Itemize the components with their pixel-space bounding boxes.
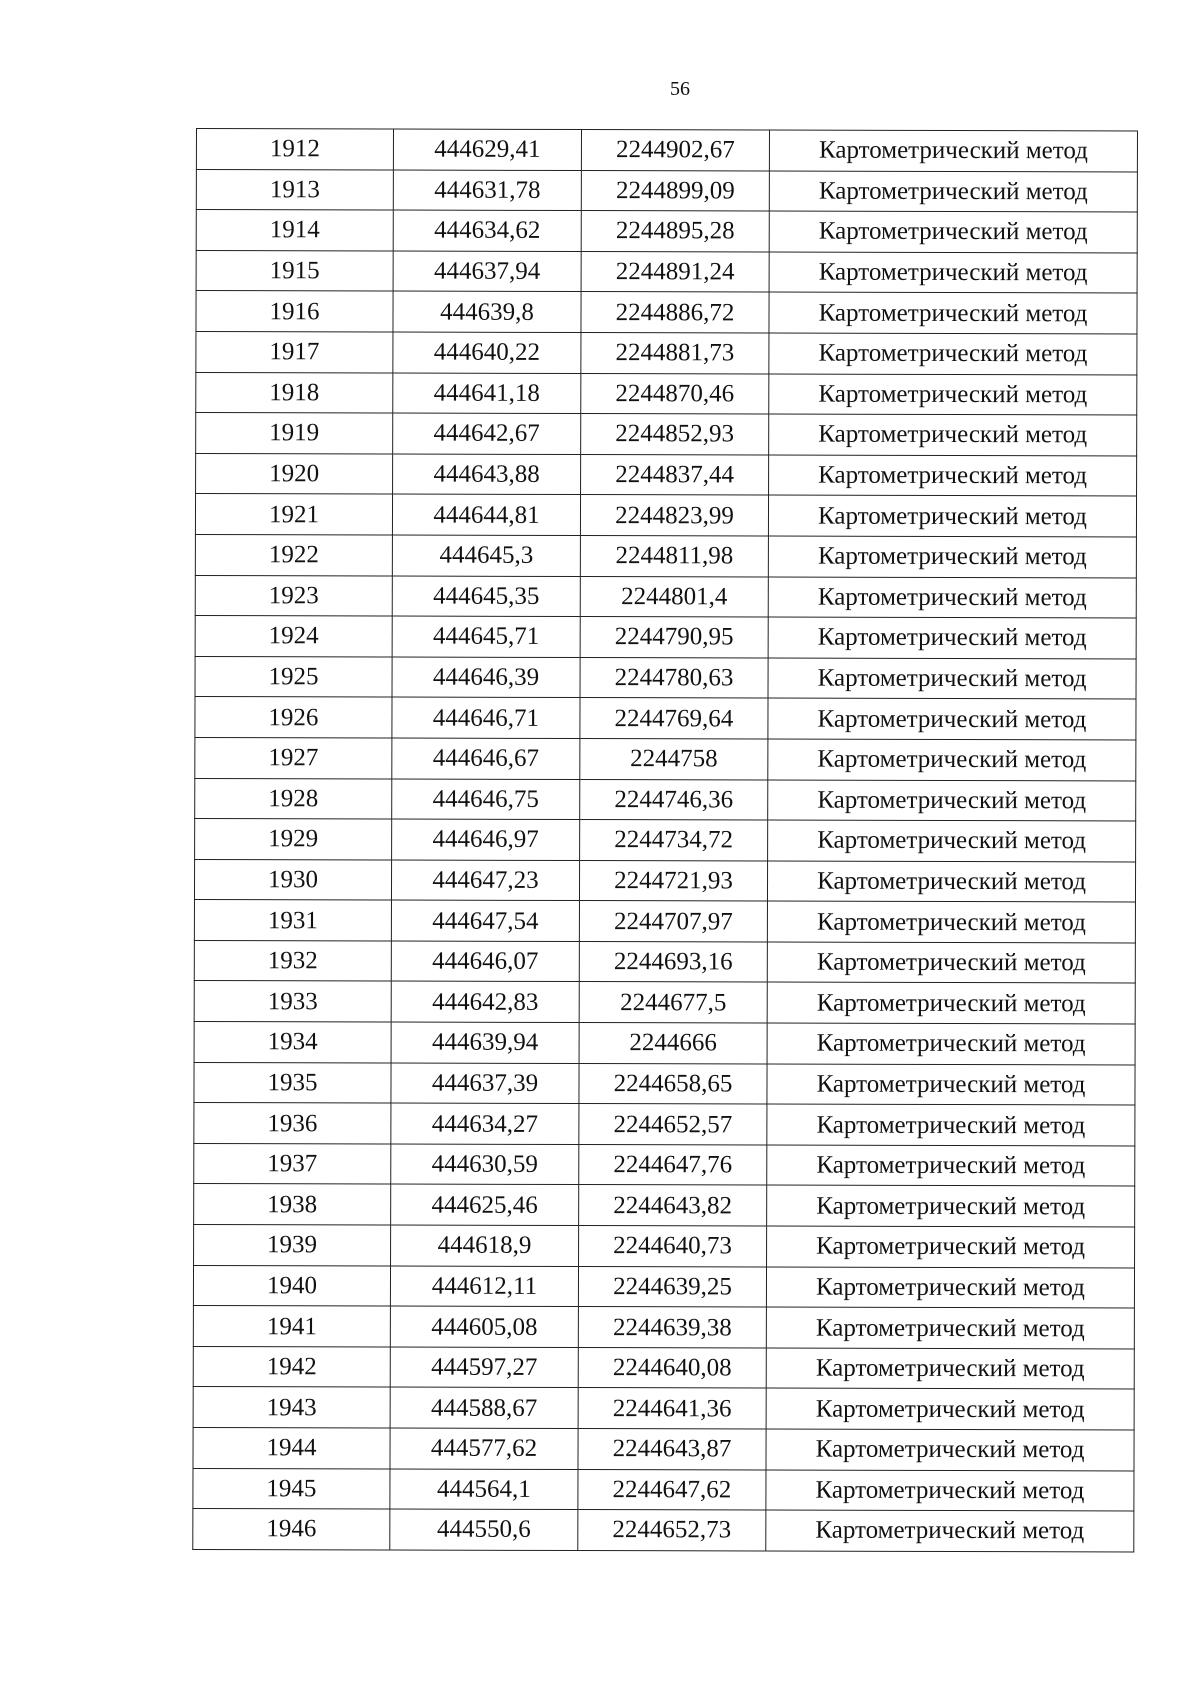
x-coordinate-cell: 444646,97 — [392, 819, 580, 860]
y-coordinate-cell: 2244780,63 — [580, 657, 768, 698]
method-cell: Картометрический метод — [769, 292, 1137, 334]
point-number-cell: 1923 — [195, 575, 392, 616]
x-coordinate-cell: 444646,71 — [392, 697, 580, 738]
method-cell: Картометрический метод — [768, 577, 1136, 619]
point-number-cell: 1942 — [193, 1346, 390, 1387]
y-coordinate-cell: 2244641,36 — [578, 1388, 766, 1429]
y-coordinate-cell: 2244643,82 — [579, 1185, 767, 1226]
y-coordinate-cell: 2244640,08 — [578, 1347, 766, 1388]
page-number: 56 — [670, 78, 690, 100]
x-coordinate-cell: 444645,35 — [392, 576, 580, 617]
y-coordinate-cell: 2244640,73 — [579, 1226, 767, 1267]
table-row — [195, 697, 1136, 740]
x-coordinate-cell: 444588,67 — [390, 1387, 578, 1428]
table-row — [194, 1103, 1135, 1146]
x-coordinate-cell: 444637,39 — [391, 1063, 579, 1104]
method-cell: Картометрический метод — [768, 495, 1136, 537]
table-row — [196, 129, 1137, 172]
method-cell: Картометрический метод — [768, 698, 1136, 740]
point-number-cell: 1925 — [195, 656, 392, 697]
y-coordinate-cell: 2244870,46 — [581, 373, 769, 414]
method-cell: Картометрический метод — [767, 1104, 1135, 1146]
point-number-cell: 1927 — [195, 737, 392, 778]
y-coordinate-cell: 2244666 — [579, 1023, 767, 1064]
point-number-cell: 1917 — [196, 331, 393, 372]
y-coordinate-cell: 2244837,44 — [581, 454, 769, 495]
point-number-cell: 1934 — [194, 1022, 391, 1063]
method-cell: Картометрический метод — [767, 1185, 1135, 1227]
method-cell: Картометрический метод — [767, 1064, 1135, 1106]
table-row — [196, 250, 1137, 293]
method-cell: Картометрический метод — [766, 1348, 1134, 1390]
point-number-cell: 1943 — [193, 1387, 390, 1428]
table-row — [196, 413, 1137, 456]
point-number-cell: 1920 — [196, 453, 393, 494]
method-cell: Картометрический метод — [766, 1470, 1134, 1512]
coordinates-table — [192, 128, 1138, 1552]
x-coordinate-cell: 444637,94 — [393, 251, 581, 292]
table-row — [194, 940, 1135, 983]
table-row — [194, 1022, 1135, 1065]
y-coordinate-cell: 2244721,93 — [579, 860, 767, 901]
table-row — [196, 291, 1137, 334]
y-coordinate-cell: 2244746,36 — [580, 779, 768, 820]
y-coordinate-cell: 2244769,64 — [580, 698, 768, 739]
point-number-cell: 1924 — [195, 616, 392, 657]
x-coordinate-cell: 444625,46 — [391, 1184, 579, 1225]
point-number-cell: 1921 — [195, 494, 392, 535]
method-cell: Картометрический метод — [767, 982, 1135, 1024]
table-row — [193, 1427, 1134, 1470]
point-number-cell: 1945 — [193, 1468, 390, 1509]
y-coordinate-cell: 2244823,99 — [580, 495, 768, 536]
y-coordinate-cell: 2244899,09 — [581, 170, 769, 211]
y-coordinate-cell: 2244881,73 — [581, 332, 769, 373]
x-coordinate-cell: 444642,67 — [393, 413, 581, 454]
table-row — [194, 981, 1135, 1024]
x-coordinate-cell: 444647,23 — [391, 860, 579, 901]
method-cell: Картометрический метод — [769, 333, 1137, 375]
table-row — [193, 1346, 1134, 1389]
y-coordinate-cell: 2244639,38 — [578, 1307, 766, 1348]
point-number-cell: 1916 — [196, 291, 393, 332]
table-row — [195, 616, 1136, 659]
x-coordinate-cell: 444639,94 — [391, 1022, 579, 1063]
point-number-cell: 1944 — [193, 1427, 390, 1468]
x-coordinate-cell: 444645,71 — [392, 616, 580, 657]
method-cell: Картометрический метод — [767, 901, 1135, 943]
x-coordinate-cell: 444634,62 — [393, 210, 581, 251]
y-coordinate-cell: 2244647,76 — [579, 1144, 767, 1185]
x-coordinate-cell: 444564,1 — [390, 1469, 578, 1510]
point-number-cell: 1915 — [196, 250, 393, 291]
x-coordinate-cell: 444646,39 — [392, 657, 580, 698]
method-cell: Картометрический метод — [766, 1510, 1134, 1552]
method-cell: Картометрический метод — [767, 1226, 1135, 1268]
coordinates-table-body — [193, 129, 1138, 1552]
table-row — [193, 1468, 1134, 1511]
x-coordinate-cell: 444605,08 — [390, 1306, 578, 1347]
point-number-cell: 1946 — [193, 1509, 390, 1550]
table-row — [195, 534, 1136, 577]
method-cell: Картометрический метод — [769, 374, 1137, 416]
table-row — [194, 1225, 1135, 1268]
y-coordinate-cell: 2244758 — [580, 738, 768, 779]
point-number-cell: 1937 — [194, 1143, 391, 1184]
y-coordinate-cell: 2244652,57 — [579, 1104, 767, 1145]
method-cell: Картометрический метод — [769, 171, 1137, 213]
table-row — [196, 169, 1137, 212]
x-coordinate-cell: 444634,27 — [391, 1103, 579, 1144]
table-row — [196, 210, 1137, 253]
y-coordinate-cell: 2244902,67 — [581, 130, 769, 171]
point-number-cell: 1936 — [194, 1103, 391, 1144]
x-coordinate-cell: 444643,88 — [393, 454, 581, 495]
method-cell: Картометрический метод — [767, 1145, 1135, 1187]
x-coordinate-cell: 444645,3 — [392, 535, 580, 576]
x-coordinate-cell: 444641,18 — [393, 373, 581, 414]
method-cell: Картометрический метод — [768, 820, 1136, 862]
point-number-cell: 1930 — [194, 859, 391, 900]
table-row — [196, 372, 1137, 415]
y-coordinate-cell: 2244852,93 — [581, 414, 769, 455]
method-cell: Картометрический метод — [769, 211, 1137, 253]
y-coordinate-cell: 2244658,65 — [579, 1063, 767, 1104]
table-row — [195, 494, 1136, 537]
point-number-cell: 1938 — [194, 1184, 391, 1225]
y-coordinate-cell: 2244891,24 — [581, 251, 769, 292]
method-cell: Картометрический метод — [768, 536, 1136, 578]
table-row — [194, 900, 1135, 943]
point-number-cell: 1914 — [196, 210, 393, 251]
method-cell: Картометрический метод — [768, 617, 1136, 659]
table-row — [195, 656, 1136, 699]
x-coordinate-cell: 444642,83 — [391, 981, 579, 1022]
point-number-cell: 1933 — [194, 981, 391, 1022]
table-row — [195, 737, 1136, 780]
point-number-cell: 1913 — [196, 169, 393, 210]
x-coordinate-cell: 444631,78 — [393, 170, 581, 211]
x-coordinate-cell: 444629,41 — [393, 129, 581, 170]
method-cell: Картометрический метод — [766, 1307, 1134, 1349]
y-coordinate-cell: 2244639,25 — [578, 1266, 766, 1307]
y-coordinate-cell: 2244693,16 — [579, 941, 767, 982]
table-row — [196, 331, 1137, 374]
point-number-cell: 1935 — [194, 1062, 391, 1103]
table-row — [193, 1509, 1134, 1552]
table-row — [195, 575, 1136, 618]
y-coordinate-cell: 2244801,4 — [580, 576, 768, 617]
method-cell: Картометрический метод — [766, 1429, 1134, 1471]
y-coordinate-cell: 2244677,5 — [579, 982, 767, 1023]
x-coordinate-cell: 444644,81 — [392, 494, 580, 535]
table-row — [195, 819, 1136, 862]
x-coordinate-cell: 444646,75 — [392, 779, 580, 820]
method-cell: Картометрический метод — [767, 1023, 1135, 1065]
method-cell: Картометрический метод — [767, 861, 1135, 903]
table-row — [194, 859, 1135, 902]
table-row — [194, 1184, 1135, 1227]
table-row — [193, 1265, 1134, 1308]
point-number-cell: 1926 — [195, 697, 392, 738]
table-row — [194, 1143, 1135, 1186]
point-number-cell: 1918 — [196, 372, 393, 413]
x-coordinate-cell: 444647,54 — [391, 900, 579, 941]
table-row — [195, 778, 1136, 821]
table-row — [194, 1062, 1135, 1105]
point-number-cell: 1919 — [196, 413, 393, 454]
x-coordinate-cell: 444618,9 — [391, 1225, 579, 1266]
y-coordinate-cell: 2244647,62 — [578, 1469, 766, 1510]
method-cell: Картометрический метод — [766, 1388, 1134, 1430]
table-row — [196, 453, 1137, 496]
method-cell: Картометрический метод — [769, 455, 1137, 497]
y-coordinate-cell: 2244652,73 — [578, 1510, 766, 1551]
method-cell: Картометрический метод — [767, 942, 1135, 984]
method-cell: Картометрический метод — [768, 779, 1136, 821]
x-coordinate-cell: 444640,22 — [393, 332, 581, 373]
point-number-cell: 1940 — [193, 1265, 390, 1306]
y-coordinate-cell: 2244811,98 — [580, 535, 768, 576]
method-cell: Картометрический метод — [769, 252, 1137, 294]
point-number-cell: 1932 — [194, 940, 391, 981]
y-coordinate-cell: 2244707,97 — [579, 901, 767, 942]
x-coordinate-cell: 444646,67 — [392, 738, 580, 779]
x-coordinate-cell: 444597,27 — [390, 1347, 578, 1388]
y-coordinate-cell: 2244643,87 — [578, 1429, 766, 1470]
point-number-cell: 1931 — [194, 900, 391, 941]
method-cell: Картометрический метод — [769, 414, 1137, 456]
point-number-cell: 1941 — [193, 1306, 390, 1347]
x-coordinate-cell: 444639,8 — [393, 291, 581, 332]
y-coordinate-cell: 2244790,95 — [580, 617, 768, 658]
x-coordinate-cell: 444577,62 — [390, 1428, 578, 1469]
point-number-cell: 1939 — [194, 1225, 391, 1266]
y-coordinate-cell: 2244886,72 — [581, 292, 769, 333]
table-row — [193, 1387, 1134, 1430]
point-number-cell: 1922 — [195, 534, 392, 575]
x-coordinate-cell: 444550,6 — [390, 1509, 578, 1550]
x-coordinate-cell: 444646,07 — [391, 941, 579, 982]
point-number-cell: 1928 — [195, 778, 392, 819]
y-coordinate-cell: 2244895,28 — [581, 211, 769, 252]
table-row — [193, 1306, 1134, 1349]
method-cell: Картометрический метод — [768, 658, 1136, 700]
x-coordinate-cell: 444630,59 — [391, 1144, 579, 1185]
x-coordinate-cell: 444612,11 — [390, 1266, 578, 1307]
point-number-cell: 1912 — [196, 129, 393, 170]
point-number-cell: 1929 — [195, 819, 392, 860]
method-cell: Картометрический метод — [768, 739, 1136, 781]
y-coordinate-cell: 2244734,72 — [580, 820, 768, 861]
method-cell: Картометрический метод — [769, 130, 1137, 172]
method-cell: Картометрический метод — [766, 1267, 1134, 1309]
